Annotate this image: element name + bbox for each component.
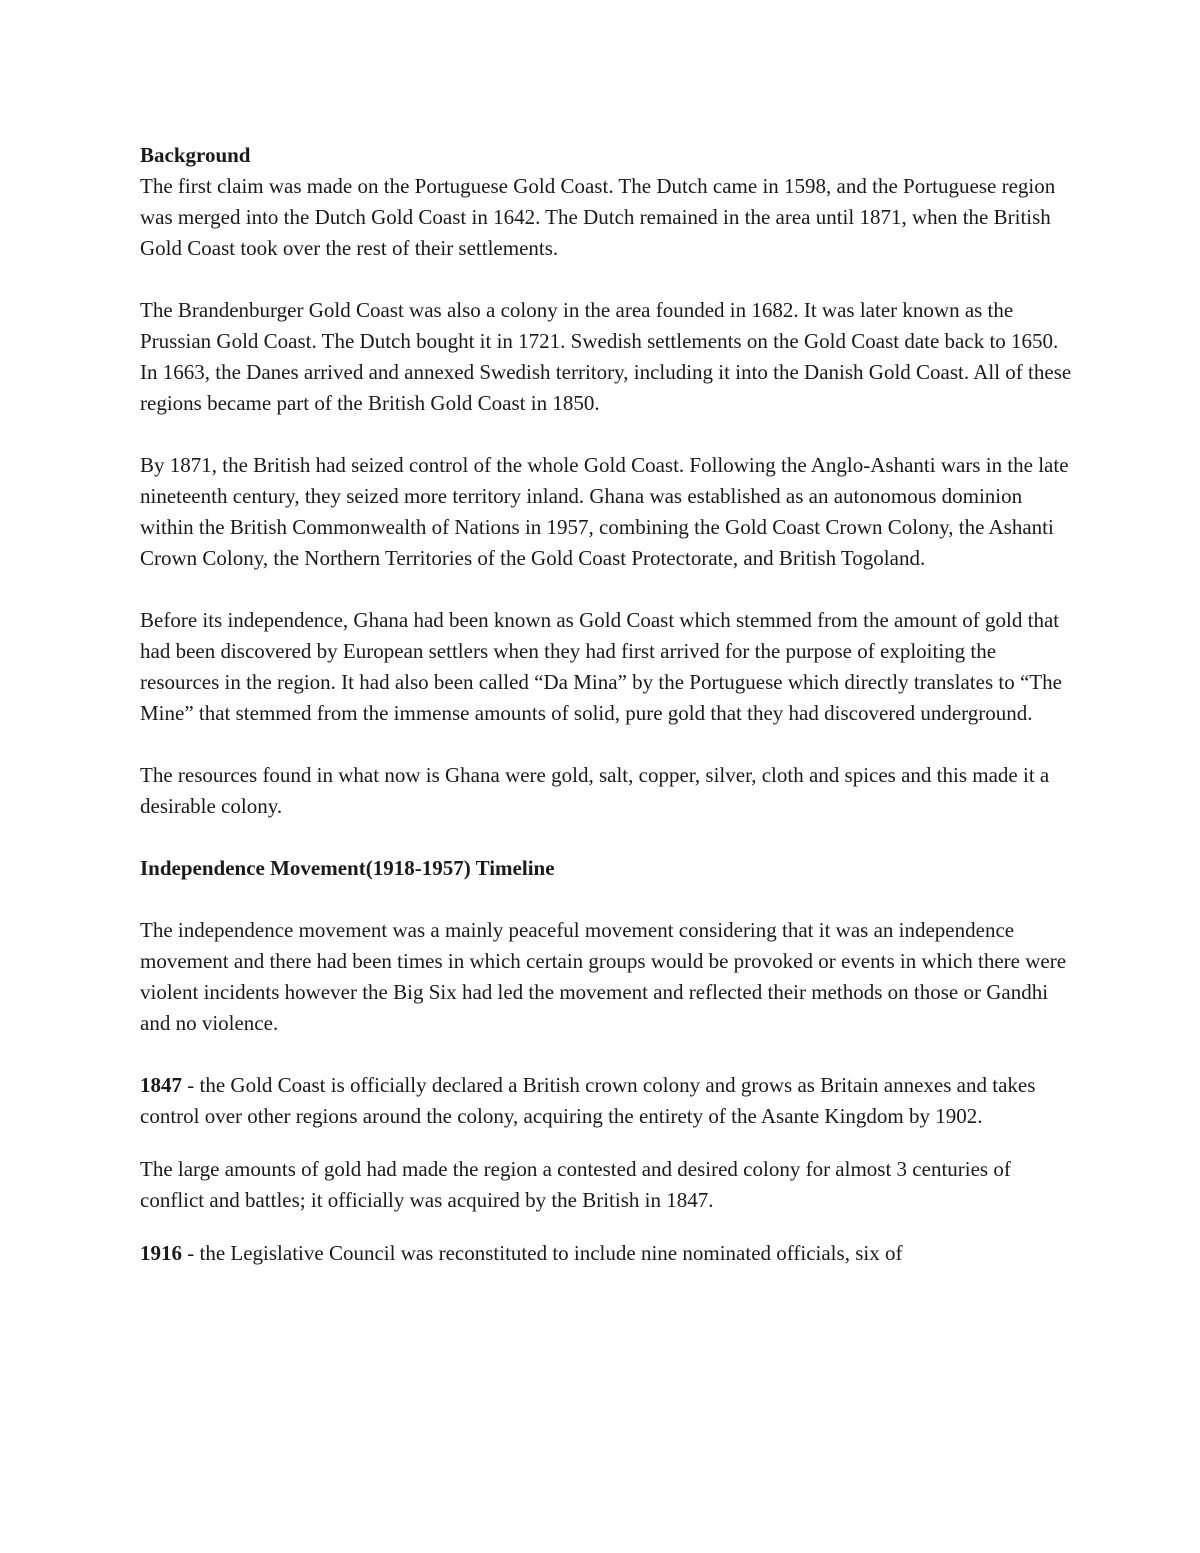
background-paragraph-1: The first claim was made on the Portuguese Gold Coast. The Dutch came in 1598, and the Portuguese region was merged into the Dutch Gold Coast in 1642. The Dutch remained in the area until 1871, when the British Gold Coast took over the rest of their settlements. (140, 174, 1056, 260)
timeline-entry-1916 (140, 1238, 1080, 1269)
timeline-intro: The independence movement was a mainly peaceful movement considering that it was an independence movement and there had been times in which certain groups would be provoked or events in which there were violent incidents however the Big Six had led the movement and reflected their methods on those or Gandhi and no violence. (140, 918, 1067, 1035)
background-heading: Background (140, 143, 251, 167)
background-paragraph-4: Before its independence, Ghana had been known as Gold Coast which stemmed from the amount of gold that had been discovered by European settlers when they had first arrived for the purpose of exploiting the resources in the region. It had also been called “Da Mina” by the Portuguese which directly translates to “The Mine” that stemmed from the immense amounts of solid, pure gold that they had discovered underground. (140, 608, 1062, 725)
timeline-year-1916: 1916 (140, 1241, 182, 1265)
document-page (140, 140, 1080, 1269)
timeline-year-1847: 1847 (140, 1073, 182, 1097)
timeline-text-1916: - the Legislative Council was reconstituted to include nine nominated officials, six of (182, 1241, 903, 1265)
timeline-entry-1847 (140, 1070, 1080, 1132)
background-paragraph-5: The resources found in what now is Ghana were gold, salt, copper, silver, cloth and spices and this made it a desirable colony. (140, 763, 1050, 818)
timeline-text-1847: - the Gold Coast is officially declared a British crown colony and grows as Britain annexes and takes control over other regions around the colony, acquiring the entirety of the Asante Kingdom by 1902. (140, 1073, 1036, 1128)
gold-paragraph: The large amounts of gold had made the region a contested and desired colony for almost 3 centuries of conflict and battles; it officially was acquired by the British in 1847. (140, 1157, 1011, 1212)
timeline-heading: Independence Movement(1918-1957) Timeline (140, 856, 555, 880)
background-paragraph-3: By 1871, the British had seized control of the whole Gold Coast. Following the Anglo-Ashanti wars in the late nineteenth century, they seized more territory inland. Ghana was established as an autonomous dominion within the British Commonwealth of Nations in 1957, combining the Gold Coast Crown Colony, the Ashanti Crown Colony, the Northern Territories of the Gold Coast Protectorate, and British Togoland. (140, 453, 1069, 570)
background-paragraph-2: The Brandenburger Gold Coast was also a colony in the area founded in 1682. It was later known as the Prussian Gold Coast. The Dutch bought it in 1721. Swedish settlements on the Gold Coast date back to 1650. In 1663, the Danes arrived and annexed Swedish territory, including it into the Danish Gold Coast. All of these regions became part of the British Gold Coast in 1850. (140, 298, 1072, 415)
